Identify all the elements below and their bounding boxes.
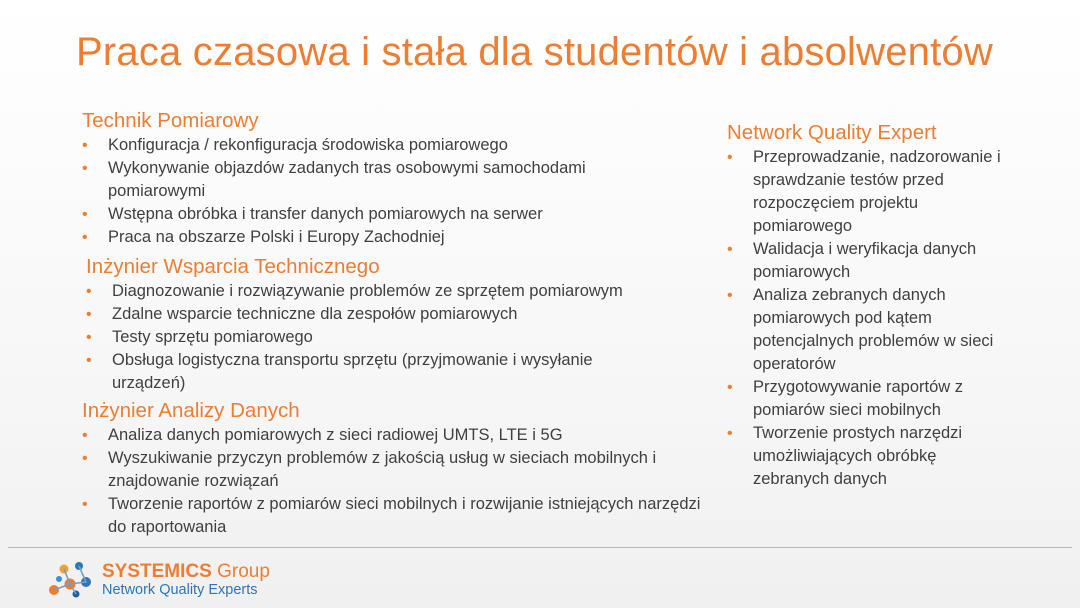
list-item: • Przygotowywanie raportów z pomiarów sieci mobilnych [727,378,964,419]
section-heading: Technik Pomiarowy [82,109,259,132]
list-item: • Testy sprzętu pomiarowego [86,326,686,349]
slide-title: Praca czasowa i stała dla studentów i absolwentów [76,30,993,74]
bullet-icon: • [727,241,733,258]
bullet-icon: • [82,137,88,154]
list-item: • Analiza danych pomiarowych z sieci radiowej UMTS, LTE i 5G [82,424,702,447]
section-technik-pomiarowy [82,108,682,249]
footer-divider [8,547,1072,548]
bullet-icon: • [82,496,88,513]
brand-name: SYSTEMICS Group [102,561,270,582]
list-item: • Walidacja i weryfikacja danych pomiarowych [727,240,977,281]
list-item: • Praca na obszarze Polski i Europy Zachodniej [82,226,682,249]
brand-logo [102,561,270,599]
list-item: • Diagnozowanie i rozwiązywanie problemów ze sprzętem pomiarowym [86,280,686,303]
bullet-list [86,280,686,395]
brand-tagline: Network Quality Experts [102,582,258,598]
list-item: • Wstępna obróbka i transfer danych pomiarowych na serwer [82,203,682,226]
list-item: • Obsługa logistyczna transportu sprzętu (przyjmowanie i wysyłanie urządzeń) [86,351,593,392]
bullet-icon: • [86,352,92,369]
list-item: • Tworzenie prostych narzędzi umożliwiających obróbkę zebranych danych [727,424,963,488]
bullet-icon: • [82,160,88,177]
bullet-icon: • [727,287,733,304]
bullet-icon: • [86,283,92,300]
systemics-logo-icon [46,560,94,600]
bullet-list [82,424,702,539]
bullet-icon: • [86,329,92,346]
list-item: • Wykonywanie objazdów zadanych tras osobowymi samochodami pomiarowymi [82,159,586,200]
bullet-icon: • [82,427,88,444]
bullet-icon: • [82,206,88,223]
list-item: • Analiza zebranych danych pomiarowych pod kątem potencjalnych problemów w sieci operatorów [727,286,994,373]
bullet-icon: • [727,425,733,442]
bullet-icon: • [82,229,88,246]
bullet-icon: • [727,379,733,396]
section-heading: Inżynier Analizy Danych [82,399,300,422]
section-heading: Inżynier Wsparcia Technicznego [86,255,380,278]
bullet-icon: • [82,450,88,467]
list-item: • Wyszukiwanie przyczyn problemów z jakością usług w sieciach mobilnych i znajdowanie rozwiązań [82,449,657,490]
section-inzynier-wsparcia [86,254,686,395]
list-item: • Zdalne wsparcie techniczne dla zespołów pomiarowych [86,303,686,326]
bullet-list [727,146,1037,491]
bullet-list [82,134,682,249]
section-heading: Network Quality Expert [727,121,937,144]
bullet-icon: • [727,149,733,166]
section-network-quality-expert [727,120,1037,491]
bullet-icon: • [86,306,92,323]
section-inzynier-analizy [82,398,702,539]
list-item: • Przeprowadzanie, nadzorowanie i sprawdzanie testów przed rozpoczęciem projektu pomiarowego [727,148,1001,235]
list-item: • Tworzenie raportów z pomiarów sieci mobilnych i rozwijanie istniejących narzędzi do raportowania [82,495,701,536]
list-item: • Konfiguracja / rekonfiguracja środowiska pomiarowego [82,134,682,157]
